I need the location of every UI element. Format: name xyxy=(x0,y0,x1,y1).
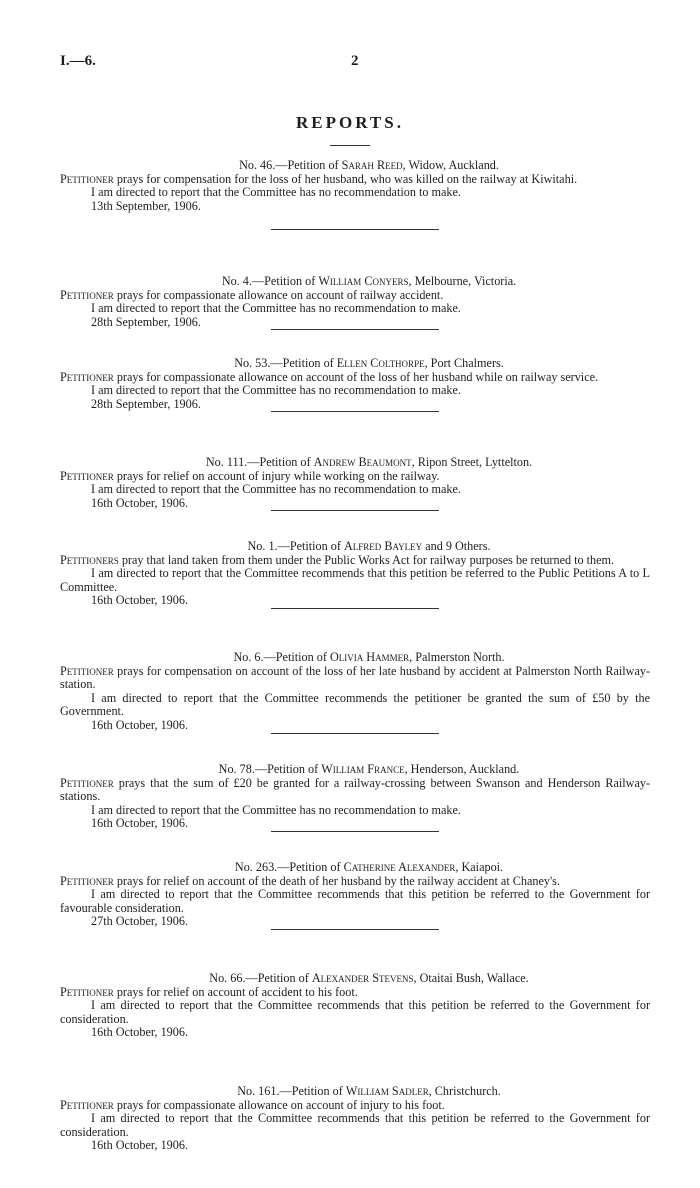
petition-body xyxy=(60,986,650,1000)
report-date: 28th September, 1906. xyxy=(91,396,201,411)
committee-report xyxy=(60,888,650,915)
petition-subject: Petitioner xyxy=(60,984,114,999)
petition-body xyxy=(60,1099,650,1113)
petition-heading: No. 78.—Petition of William France, Henderson, Auckland. xyxy=(218,762,520,776)
petitioner-name: Olivia Hammer xyxy=(329,650,410,664)
petition-text: prays for compensation for the loss of her husband, who was killed on the railway at Kiwitahi. xyxy=(116,171,578,186)
title-rule xyxy=(330,145,370,146)
paper-code: I.—6. xyxy=(60,53,96,69)
committee-report xyxy=(60,567,650,594)
petitioner-place: Kaiapoi. xyxy=(461,860,504,874)
petitioner-place: Widow, Auckland. xyxy=(408,158,499,172)
committee-report xyxy=(60,302,650,316)
petition-heading: No. 46.—Petition of Sarah Reed, Widow, Auckland. xyxy=(239,158,499,172)
petition-number: No. 53. xyxy=(234,356,271,370)
petition-body xyxy=(60,554,650,568)
report-date: 16th October, 1906. xyxy=(91,717,188,732)
petitioner-place: Christchurch. xyxy=(434,1084,501,1098)
petition-text: prays for relief on account of the death of her husband by the railway accident at Chaney's. xyxy=(116,873,560,888)
petition-body xyxy=(60,289,650,303)
report-date: 16th October, 1906. xyxy=(91,593,188,608)
section-rule xyxy=(271,411,439,412)
report-finding: has no recommendation to make. xyxy=(299,482,461,497)
report-finding: has no recommendation to make. xyxy=(299,185,461,200)
petition-number: No. 263. xyxy=(234,860,278,874)
petition-subject: Petitioner xyxy=(60,171,114,186)
petition-text: prays for compassionate allowance on account of the loss of her husband while on railway service. xyxy=(116,369,599,384)
petition-body xyxy=(60,875,650,889)
petitioner-name: William Conyers xyxy=(318,274,409,288)
petition-number: No. 1. xyxy=(247,539,278,553)
report-date: 16th October, 1906. xyxy=(91,1138,188,1153)
petition-text: prays for relief on account of accident to his foot. xyxy=(116,984,358,999)
report-phrase: I am directed to report that the Committee xyxy=(91,1111,313,1126)
petition-heading: No. 53.—Petition of Ellen Colthorpe, Port Chalmers. xyxy=(234,356,504,370)
petition-text: pray that land taken from them under the Public Works Act for railway purposes be returned to them. xyxy=(121,552,615,567)
section-rule xyxy=(271,929,439,930)
petition-body xyxy=(60,371,650,385)
report-finding: has no recommendation to make. xyxy=(299,802,461,817)
petitioner-place: Ripon Street, Lyttelton. xyxy=(417,455,533,469)
petition-subject: Petitioner xyxy=(60,873,114,888)
petition-subject: Petitioner xyxy=(60,468,114,483)
committee-report xyxy=(60,999,650,1026)
committee-report xyxy=(60,384,650,398)
report-finding: recommends that this petition be referred to the Government for consideration. xyxy=(60,1111,650,1139)
committee-report xyxy=(60,692,650,719)
report-date: 13th September, 1906. xyxy=(91,198,201,213)
section-rule xyxy=(271,733,439,734)
petition-entry xyxy=(60,456,650,511)
report-date: 16th October, 1906. xyxy=(91,816,188,831)
petitioner-place: Melbourne, Victoria. xyxy=(414,274,517,288)
petition-body xyxy=(60,777,650,804)
petition-entry xyxy=(60,540,650,609)
petition-number: No. 111. xyxy=(205,455,248,469)
petitioner-name: Catherine Alexander xyxy=(343,860,456,874)
petition-text: prays for compassionate allowance on account of railway accident. xyxy=(116,287,444,302)
section-rule xyxy=(271,608,439,609)
petition-subject: Petitioner xyxy=(60,663,114,678)
committee-report xyxy=(60,1112,650,1139)
section-rule xyxy=(271,831,439,832)
report-phrase: I am directed to report that the Committee xyxy=(91,383,297,398)
petitioner-name: Andrew Beaumont xyxy=(313,455,412,469)
report-phrase: I am directed to report that the Committee xyxy=(91,690,319,705)
report-phrase: I am directed to report that the Committee xyxy=(91,887,313,902)
petition-number: No. 78. xyxy=(218,762,255,776)
section-rule xyxy=(271,329,439,330)
report-finding: recommends the petitioner be granted the sum of £50 by the Government. xyxy=(60,690,651,719)
petition-subject: Petitioners xyxy=(60,552,119,567)
petitioner-place: Port Chalmers. xyxy=(430,356,504,370)
petitioner-name: William France xyxy=(321,762,405,776)
section-rule xyxy=(271,229,439,230)
petition-subject: Petitioner xyxy=(60,775,114,790)
petitioner-name: Alexander Stevens xyxy=(311,971,414,985)
page-number: 2 xyxy=(351,53,359,69)
report-phrase: I am directed to report that the Committee xyxy=(91,185,297,200)
report-finding: recommends that this petition be referred to the Public Petitions A to L Committee. xyxy=(60,566,650,594)
petition-heading: No. 1.—Petition of Alfred Bayley and 9 Others. xyxy=(247,539,491,553)
petition-number: No. 46. xyxy=(239,158,276,172)
petition-entry xyxy=(60,651,650,734)
petition-heading: No. 263.—Petition of Catherine Alexander, Kaiapoi. xyxy=(234,860,504,874)
petition-text: prays for compensation on account of the loss of her late husband by accident at Palmerston North Railway-station. xyxy=(60,663,651,692)
petitioner-place: and 9 Others. xyxy=(425,539,491,553)
petitioner-place: Otaitai Bush, Wallace. xyxy=(419,971,529,985)
petitioner-name: William Sadler xyxy=(345,1084,429,1098)
report-date: 28th September, 1906. xyxy=(91,314,201,329)
report-date: 16th October, 1906. xyxy=(91,495,188,510)
petitioner-name: Sarah Reed xyxy=(341,158,403,172)
petition-number: No. 161. xyxy=(237,1084,280,1098)
petition-heading: No. 111.—Petition of Andrew Beaumont, Ripon Street, Lyttelton. xyxy=(205,455,533,469)
petition-heading: No. 66.—Petition of Alexander Stevens, Otaitai Bush, Wallace. xyxy=(209,971,529,985)
petition-body xyxy=(60,470,650,484)
report-phrase: I am directed to report that the Committee xyxy=(91,802,297,817)
petition-number: No. 66. xyxy=(209,971,246,985)
report-finding: has no recommendation to make. xyxy=(299,301,461,316)
report-finding: has no recommendation to make. xyxy=(299,383,461,398)
section-rule xyxy=(271,510,439,511)
committee-report xyxy=(60,483,650,497)
committee-report xyxy=(60,186,650,200)
petitioner-place: Henderson, Auckland. xyxy=(410,762,520,776)
petition-entry xyxy=(60,861,650,930)
petition-entry xyxy=(60,972,650,1040)
report-phrase: I am directed to report that the Committee xyxy=(91,998,313,1013)
petition-entry xyxy=(60,763,650,832)
petition-subject: Petitioner xyxy=(60,369,114,384)
report-phrase: I am directed to report that the Committee xyxy=(91,482,297,497)
petition-body xyxy=(60,173,650,187)
committee-report xyxy=(60,804,650,818)
petition-number: No. 6. xyxy=(233,650,264,664)
petition-heading: No. 4.—Petition of William Conyers, Melbourne, Victoria. xyxy=(221,274,517,288)
report-finding: recommends that this petition be referred to the Government for favourable consideration. xyxy=(60,887,650,915)
petition-body xyxy=(60,665,650,692)
report-date: 16th October, 1906. xyxy=(91,1025,188,1040)
petitioner-name: Alfred Bayley xyxy=(343,539,423,553)
page-title: REPORTS. xyxy=(296,113,404,132)
petition-entry xyxy=(60,357,650,412)
petitioner-name: Ellen Colthorpe xyxy=(336,356,425,370)
petition-entry xyxy=(60,275,650,330)
petition-number: No. 4. xyxy=(221,274,252,288)
petition-entry xyxy=(60,159,650,230)
report-finding: recommends that this petition be referred to the Government for consideration. xyxy=(60,998,650,1026)
petition-text: prays that the sum of £20 be granted for a railway-crossing between Swanson and Henderson Railway-stations. xyxy=(60,775,651,804)
petition-entry xyxy=(60,1085,650,1153)
report-date: 27th October, 1906. xyxy=(91,914,188,929)
petition-subject: Petitioner xyxy=(60,287,114,302)
report-phrase: I am directed to report that the Committee xyxy=(91,301,297,316)
petition-text: prays for compassionate allowance on account of injury to his foot. xyxy=(116,1097,445,1112)
petition-heading: No. 161.—Petition of William Sadler, Christchurch. xyxy=(237,1084,501,1098)
petition-heading: No. 6.—Petition of Olivia Hammer, Palmerston North. xyxy=(233,650,505,664)
petition-text: prays for relief on account of injury while working on the railway. xyxy=(116,468,440,483)
petition-subject: Petitioner xyxy=(60,1097,114,1112)
report-phrase: I am directed to report that the Committee xyxy=(91,566,299,581)
petitioner-place: Palmerston North. xyxy=(415,650,505,664)
